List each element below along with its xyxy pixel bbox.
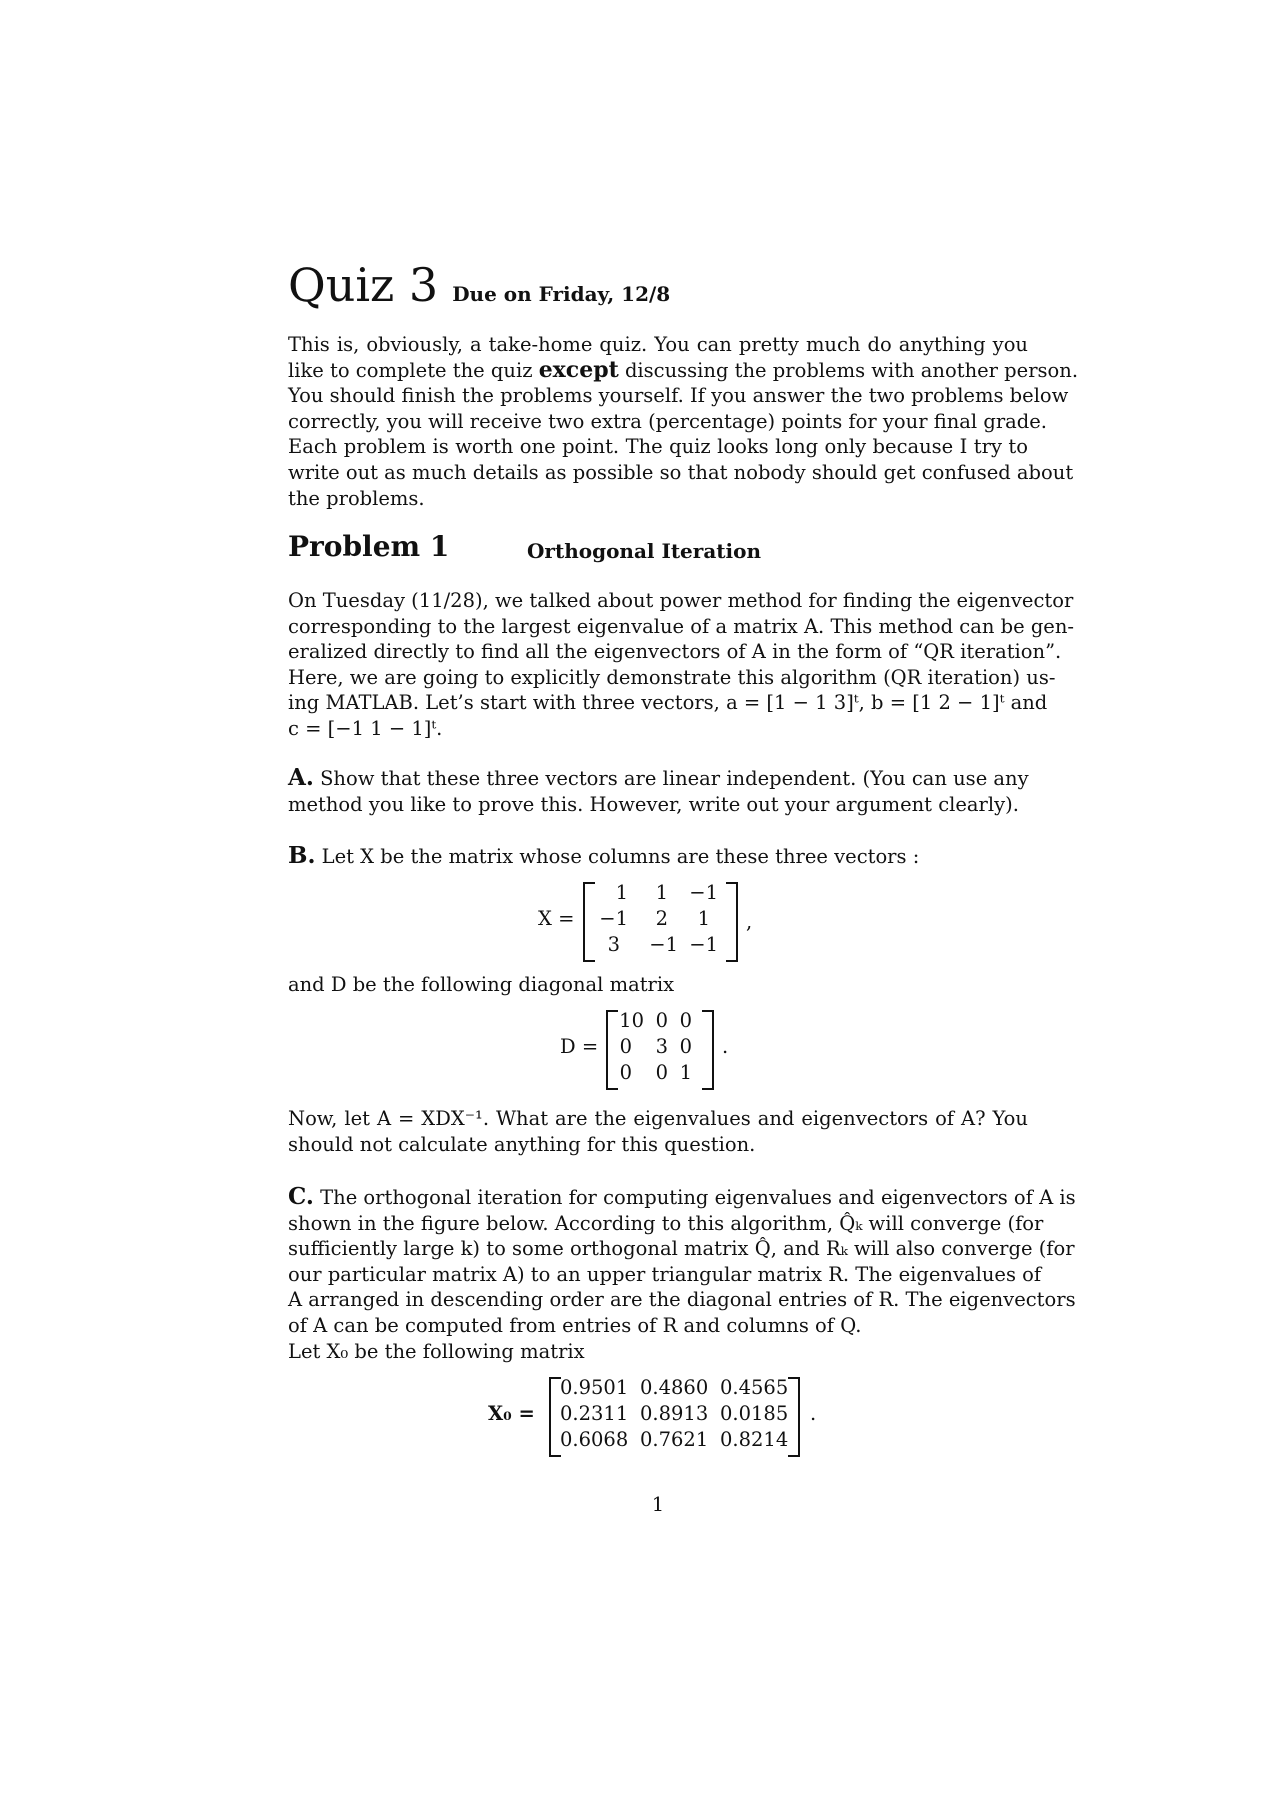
part-c-line: shown in the figure below. According to this algorithm, Q̂ₖ will converge (for [288, 1211, 1044, 1235]
matrix-d-cell: 0 [655, 1061, 668, 1084]
part-b-d-intro [288, 972, 1028, 998]
part-c [288, 1183, 1076, 1364]
matrix-d-trail: . [722, 1035, 729, 1058]
part-a-label: A. [288, 764, 314, 791]
problem-name: Orthogonal Iteration [527, 539, 761, 563]
part-c-line: Let X₀ be the following matrix [288, 1339, 585, 1363]
matrix-x-cell: −1 [599, 907, 628, 930]
intro-line: the problems. [288, 486, 425, 510]
matrix-d [560, 1008, 760, 1088]
matrix-x [538, 880, 778, 960]
matrix-x-trail: , [746, 910, 753, 933]
problem-heading [288, 530, 761, 563]
matrix-d-cell: 0 [679, 1009, 692, 1032]
matrix-d-right-bracket [702, 1010, 714, 1090]
intro-paragraph [288, 332, 1079, 511]
problem-intro-line: c = [−1 1 − 1]ᵗ. [288, 716, 443, 740]
matrix-x0-cell: 0.6068 [560, 1428, 629, 1451]
matrix-x-cell: 1 [697, 907, 710, 930]
problem-intro [288, 588, 1074, 742]
part-b-line: and D be the following diagonal matrix [288, 973, 675, 996]
problem-number: Problem 1 [288, 530, 450, 563]
matrix-x0-cell: 0.0185 [720, 1402, 789, 1425]
matrix-x0-cell: 0.9501 [560, 1376, 629, 1399]
part-c-line: sufficiently large k) to some orthogonal matrix Q̂, and Rₖ will also converge (for [288, 1237, 1075, 1261]
intro-line: correctly, you will receive two extra (percentage) points for your final grade. [288, 409, 1047, 433]
part-b-line: B. Let X be the matrix whose columns are these three vectors : [288, 842, 920, 869]
part-c-line: our particular matrix A) to an upper triangular matrix R. The eigenvalues of [288, 1262, 1042, 1286]
matrix-d-label: D = [560, 1035, 599, 1058]
matrix-x0-label: X₀ = [488, 1402, 535, 1425]
part-c-line: of A can be computed from entries of R and columns of Q. [288, 1313, 862, 1337]
matrix-x-cell: 3 [607, 933, 620, 956]
matrix-x0-cell: 0.2311 [560, 1402, 629, 1425]
problem-intro-line: corresponding to the largest eigenvalue of a matrix A. This method can be gen- [288, 614, 1074, 638]
matrix-d-cell: 0 [655, 1009, 668, 1032]
matrix-x0-cell: 0.4860 [640, 1376, 709, 1399]
part-b-intro [288, 843, 1028, 870]
part-c-line: A arranged in descending order are the diagonal entries of R. The eigenvectors [288, 1288, 1076, 1312]
page-title: Quiz 3 [288, 258, 439, 312]
part-c-line: C. The orthogonal iteration for computing eigenvalues and eigenvectors of A is [288, 1183, 1076, 1210]
matrix-x-cell: 2 [655, 907, 668, 930]
matrix-x-cell: 1 [655, 881, 668, 904]
emphasis-except: except [538, 356, 619, 383]
part-a [288, 765, 1028, 817]
matrix-x0-cell: 0.7621 [640, 1428, 709, 1451]
problem-intro-line: Here, we are going to explicitly demonstrate this algorithm (QR iteration) us- [288, 665, 1056, 689]
intro-line: write out as much details as possible so that nobody should get confused about [288, 460, 1074, 484]
matrix-d-cell: 0 [619, 1061, 632, 1084]
matrix-x0-cell: 0.4565 [720, 1376, 789, 1399]
part-a-line: A. Show that these three vectors are linear independent. (You can use any [288, 764, 1029, 791]
matrix-d-cell: 10 [619, 1009, 644, 1032]
matrix-x-cell: 1 [615, 881, 628, 904]
matrix-x0-cell: 0.8913 [640, 1402, 709, 1425]
matrix-x-cell: −1 [689, 933, 718, 956]
intro-line: This is, obviously, a take-home quiz. You can pretty much do anything you [288, 333, 1028, 356]
matrix-d-cell: 0 [619, 1035, 632, 1058]
matrix-x0-trail: . [810, 1402, 817, 1425]
intro-line-emphasis: like to complete the quiz except discussing the problems with another person. [288, 356, 1079, 383]
problem-intro-line: ing MATLAB. Let’s start with three vectors, a = [1 − 1 3]ᵗ, b = [1 2 − 1]ᵗ and [288, 691, 1048, 715]
problem-intro-line: eralized directly to find all the eigenvectors of A in the form of “QR iteration”. [288, 640, 1062, 664]
matrix-d-cell: 1 [679, 1061, 692, 1084]
matrix-x-label: X = [538, 907, 575, 930]
matrix-x-cell: −1 [649, 933, 678, 956]
part-b-line: Now, let A = XDX⁻¹. What are the eigenvalues and eigenvectors of A? You [288, 1107, 1028, 1130]
matrix-x0 [488, 1375, 828, 1455]
intro-line: You should finish the problems yourself. If you answer the two problems below [288, 384, 1069, 408]
part-c-label: C. [288, 1183, 314, 1210]
matrix-x-cell: −1 [689, 881, 718, 904]
matrix-x0-cell: 0.8214 [720, 1428, 789, 1451]
intro-line: Each problem is worth one point. The quiz looks long only because I try to [288, 435, 1028, 459]
due-date: Due on Friday, 12/8 [452, 282, 671, 306]
part-b-question [288, 1106, 1028, 1157]
page-number: 1 [651, 1493, 665, 1516]
matrix-d-cell: 0 [679, 1035, 692, 1058]
part-b-label: B. [288, 842, 316, 869]
problem-intro-line: On Tuesday (11/28), we talked about power method for finding the eigenvector [288, 589, 1074, 612]
matrix-x-right-bracket [726, 882, 738, 962]
title-row [288, 258, 670, 312]
part-a-line: method you like to prove this. However, write out your argument clearly). [288, 792, 1019, 816]
part-b-line: should not calculate anything for this question. [288, 1132, 756, 1156]
matrix-d-cell: 3 [655, 1035, 668, 1058]
matrix-x0-right-bracket [788, 1377, 800, 1457]
